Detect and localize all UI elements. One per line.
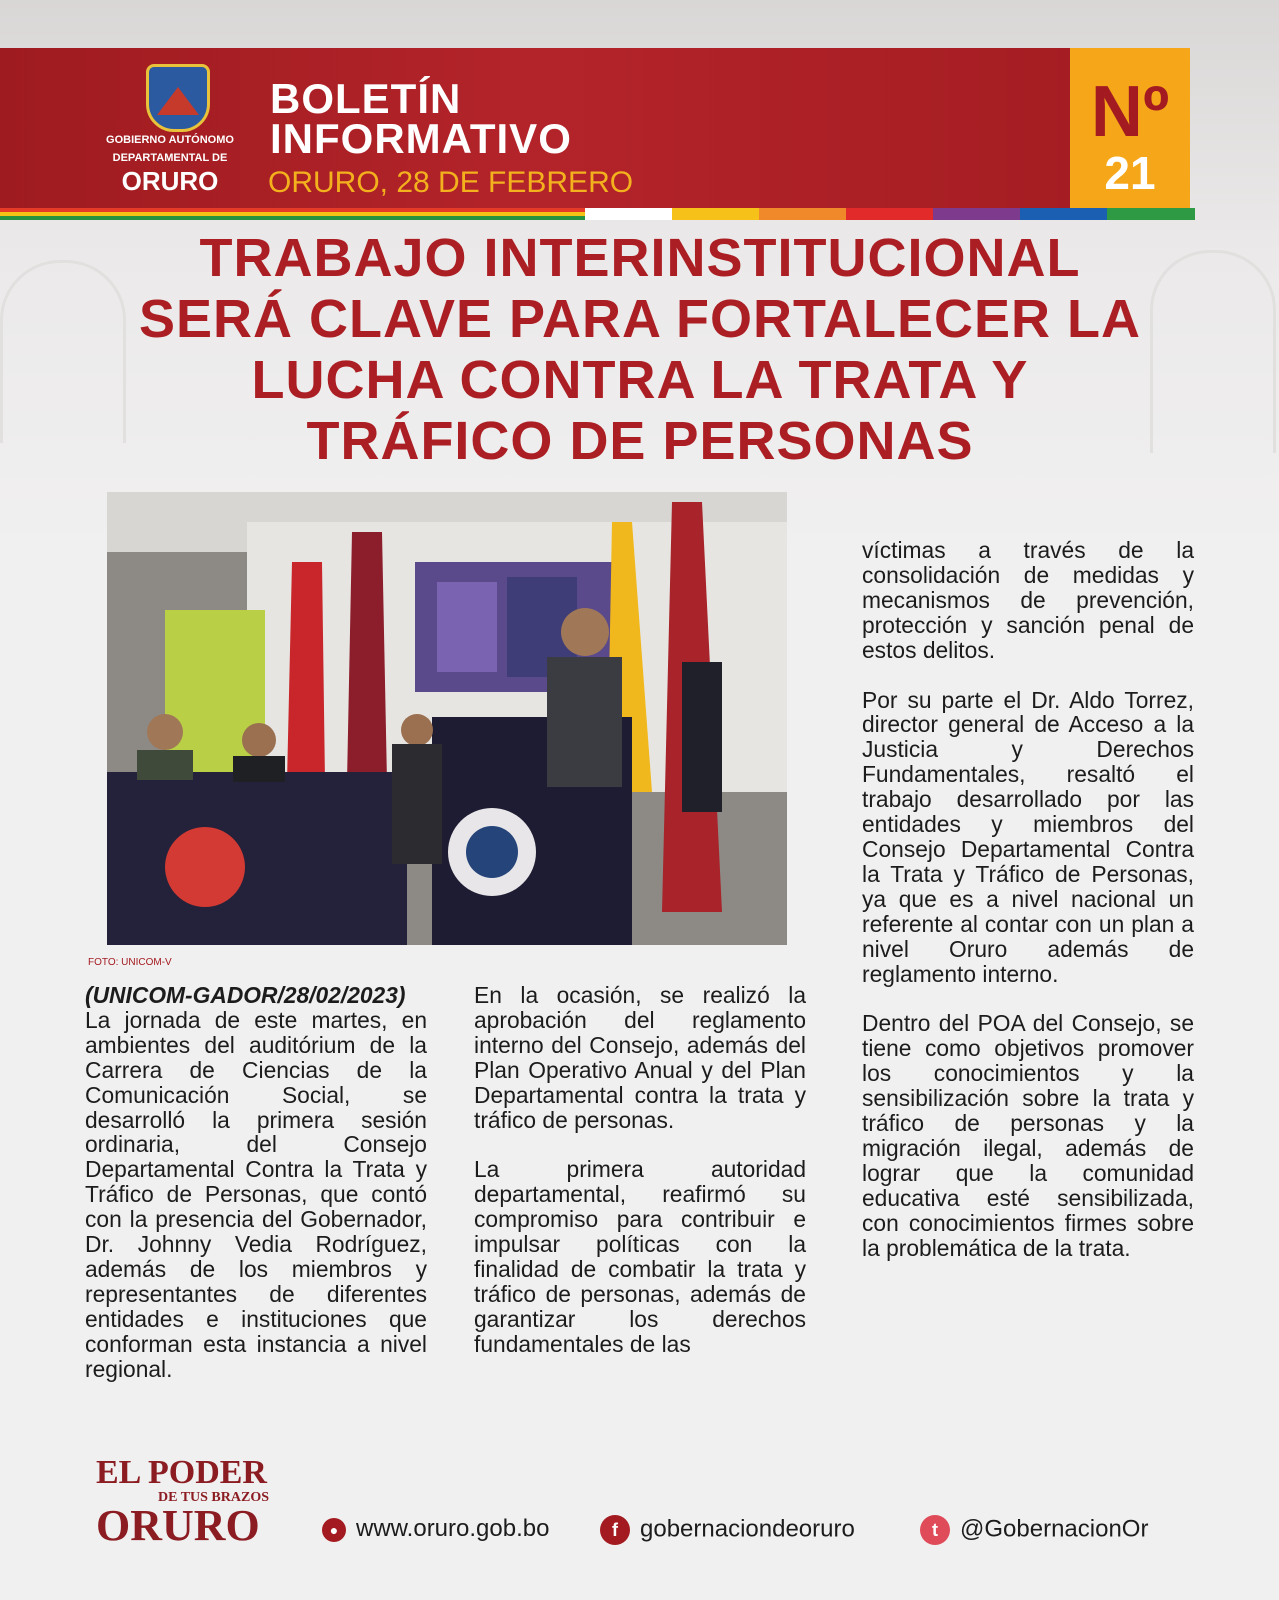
footer-logo-line-3: ORURO bbox=[96, 1501, 260, 1550]
article-paragraph: víctimas a través de la consolidación de medidas y mecanismos de prevención, protección y sanción penal de estos delitos. bbox=[862, 537, 1194, 663]
flag-stripe bbox=[1020, 208, 1107, 220]
headline-line: TRABAJO INTERINSTITUCIONAL bbox=[199, 228, 1081, 288]
flag-stripe bbox=[672, 208, 759, 220]
footer-logo-line-2: DE TUS BRAZOS bbox=[158, 1490, 270, 1505]
number-sign: Nº bbox=[1090, 72, 1170, 152]
facebook-text: gobernaciondeoruro bbox=[640, 1515, 855, 1543]
article-byline: (UNICOM-GADOR/28/02/2023) bbox=[85, 982, 406, 1008]
bulletin-title-1: BOLETÍN bbox=[270, 75, 462, 122]
website-link[interactable] bbox=[322, 1515, 549, 1551]
issue-number-box bbox=[1070, 48, 1190, 208]
article-paragraph: Por su parte el Dr. Aldo Torrez, director general de Acceso a la Justicia y Derechos Fundamentales, resaltó el trabajo desarrollado por las entidades y miembros del Consejo Departamental Contra la Trata y Tráfico de Personas, ya que es a nivel nacional un referente al contar con un plan a nivel Oruro además de reglamento interno. bbox=[862, 686, 1194, 987]
gov-line-3: ORURO bbox=[121, 166, 219, 196]
flag-stripe bbox=[759, 208, 846, 220]
article-column-2 bbox=[474, 983, 806, 1357]
coat-of-arms-icon bbox=[146, 64, 210, 132]
flag-stripe bbox=[846, 208, 933, 220]
bulletin-date: ORURO, 28 DE FEBRERO bbox=[268, 166, 634, 199]
headline-line: LUCHA CONTRA LA TRATA Y bbox=[251, 350, 1029, 410]
flag-stripe bbox=[0, 208, 585, 220]
twitter-icon: t bbox=[920, 1515, 950, 1545]
flag-stripe bbox=[1107, 208, 1195, 220]
headline-line: SERÁ CLAVE PARA FORTALECER LA bbox=[138, 289, 1141, 349]
issue-number: 21 bbox=[1104, 147, 1156, 199]
bulletin-title-2: INFORMATIVO bbox=[270, 115, 572, 162]
footer-logo-line-1: EL PODER bbox=[96, 1454, 267, 1491]
article-column-1 bbox=[85, 983, 427, 1382]
headline-line: TRÁFICO DE PERSONAS bbox=[306, 411, 974, 471]
facebook-icon: f bbox=[600, 1515, 630, 1545]
gov-line-1: GOBIERNO AUTÓNOMO bbox=[106, 134, 234, 146]
website-text: www.oruro.gob.bo bbox=[356, 1515, 550, 1542]
gov-line-2: DEPARTAMENTAL DE bbox=[112, 152, 228, 164]
article-paragraph: En la ocasión, se realizó la aprobación del reglamento interno del Consejo, además del Plan Operativo Anual y del Plan Departamental contra la trata y tráfico de personas. bbox=[474, 982, 806, 1133]
article-paragraph: La primera autoridad departamental, reafirmó su compromiso para contribuir e impulsar políticas con la finalidad de combatir la trata y tráfico de personas, además de garantizar los derechos fundamentales de las bbox=[474, 1156, 806, 1357]
twitter-text: @GobernacionOr bbox=[960, 1515, 1149, 1543]
flag-stripe bbox=[585, 208, 672, 220]
article-paragraph: Dentro del POA del Consejo, se tiene como objetivos promover los conocimientos y la sensibilización sobre la trata y tráfico de personas y la migración ilegal, además de lograr que la comunidad educativa esté sensibilizada, con conocimientos firmes sobre la problemática de la trata. bbox=[862, 1010, 1194, 1261]
event-photo bbox=[107, 492, 787, 945]
article-paragraph: La jornada de este martes, en ambientes del auditórium de la Carrera de Ciencias de la Comunicación Social, se desarrolló la primera sesión ordinaria, del Consejo Departamental Contra la Trata y Tráfico de Personas, que contó con la presencia del Gobernador, Dr. Johnny Vedia Rodríguez, además de los miembros y representantes de diferentes entidades e instituciones que conforman esta instancia a nivel regional. bbox=[85, 1006, 427, 1382]
article-column-3 bbox=[862, 538, 1194, 1260]
headline bbox=[60, 228, 1220, 472]
flag-stripe bbox=[933, 208, 1020, 220]
globe-icon: ● bbox=[322, 1518, 346, 1542]
facebook-link[interactable] bbox=[600, 1515, 855, 1551]
photo-credit: FOTO: UNICOM-V bbox=[88, 957, 172, 968]
footer-logo bbox=[96, 1454, 270, 1550]
twitter-link[interactable] bbox=[920, 1515, 1148, 1551]
